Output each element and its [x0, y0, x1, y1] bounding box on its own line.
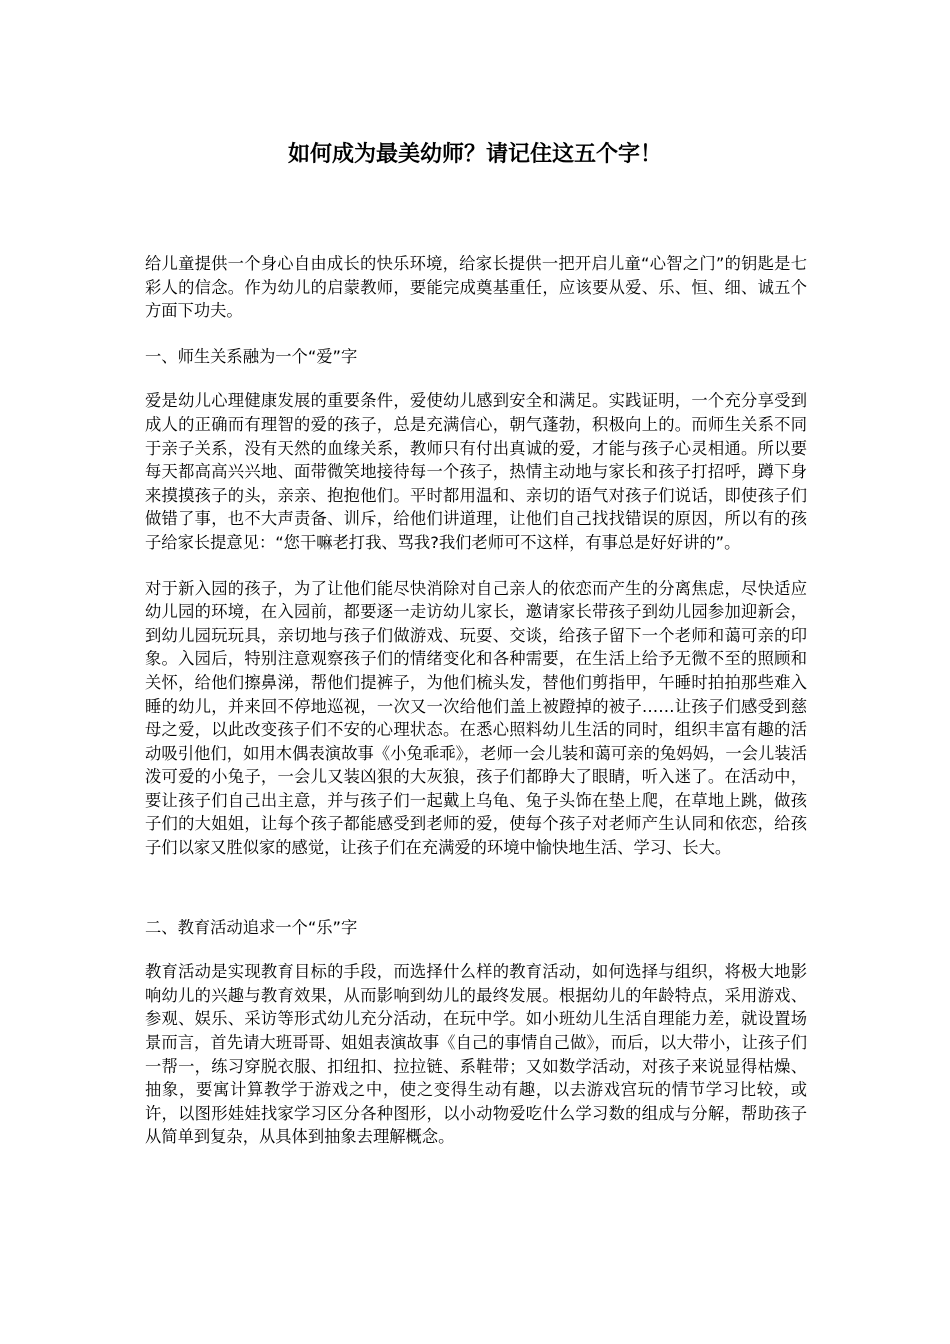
intro-paragraph: 给儿童提供一个身心自由成长的快乐环境，给家长提供一把开启儿童“心智之门”的钥匙是七彩人的信念。作为幼儿的启蒙教师，要能完成奠基重任，应该要从爱、乐、恒、细、诚五个方面下功夫。: [145, 254, 807, 321]
document-title: 如何成为最美幼师？请记住这五个字！: [287, 141, 662, 167]
section-heading-love: 一、师生关系融为一个“爱”字: [145, 346, 358, 366]
section-love-paragraph-1: 爱是幼儿心理健康发展的重要条件，爱使幼儿感到安全和满足。实践证明，一个充分享受到成人的正确而有理智的爱的孩子，总是充满信心，朝气蓬勃，积极向上的。而师生关系不同于亲子关系，没有天然的血缘关系，教师只有付出真诚的爱，才能与孩子心灵相通。所以要每天都高高兴兴地、面带微笑地接待每一个孩子，热情主动地与家长和孩子打招呼，蹲下身来摸摸孩子的头，亲亲、抱抱他们。平时都用温和、亲切的语气对孩子们说话，即使孩子们做错了事，也不大声责备、训斥，给他们讲道理，让他们自己找找错误的原因，所以有的孩子给家长提意见：“您干嘛老打我、骂我?我们老师可不这样，有事总是好好讲的”。: [145, 391, 807, 552]
section-joy-paragraph-1: 教育活动是实现教育目标的手段，而选择什么样的教育活动，如何选择与组织，将极大地影响幼儿的兴趣与教育效果，从而影响到幼儿的最终发展。根据幼儿的年龄特点，采用游戏、参观、娱乐、采访等形式幼儿充分活动，在玩中学。如小班幼儿生活自理能力差，就设置场景而言，首先请大班哥哥、姐姐表演故事《自己的事情自己做》，而后，以大带小，让孩子们一帮一，练习穿脱衣服、扣纽扣、拉拉链、系鞋带；又如数学活动，对孩子来说显得枯燥、抽象，要寓计算教学于游戏之中，使之变得生动有趣，以去游戏宫玩的情节学习比较，或许，以图形娃娃找家学习区分各种图形，以小动物爱吃什么学习数的组成与分解，帮助孩子从简单到复杂，从具体到抽象去理解概念。: [145, 962, 807, 1147]
section-love-paragraph-2: 对于新入园的孩子，为了让他们能尽快消除对自己亲人的依恋而产生的分离焦虑，尽快适应幼儿园的环境，在入园前，都要逐一走访幼儿家长，邀请家长带孩子到幼儿园参加迎新会，到幼儿园玩玩具，亲切地与孩子们做游戏、玩耍、交谈，给孩子留下一个老师和蔼可亲的印象。入园后，特别注意观察孩子们的情绪变化和各种需要，在生活上给予无微不至的照顾和关怀，给他们擦鼻涕，帮他们提裤子，为他们梳头发，替他们剪指甲，午睡时拍拍那些难入睡的幼儿，并来回不停地巡视，一次又一次给他们盖上被蹬掉的被子……让孩子们感受到慈母之爱，以此改变孩子们不安的心理状态。在悉心照料幼儿生活的同时，组织丰富有趣的活动吸引他们，如用木偶表演故事《小兔乖乖》，老师一会儿装和蔼可亲的兔妈妈，一会儿装活泼可爱的小兔子，一会儿又装凶狠的大灰狼，孩子们都睁大了眼睛，听入迷了。在活动中，要让孩子们自己出主意，并与孩子们一起戴上乌龟、兔子头饰在垫上爬，在草地上跳，做孩子们的大姐姐，让每个孩子都能感受到老师的爱，使每个孩子对老师产生认同和依恋，给孩子们以家又胜似家的感觉，让孩子们在充满爱的环境中愉快地生活、学习、长大。: [145, 578, 807, 858]
section-heading-joy: 二、教育活动追求一个“乐”字: [145, 917, 358, 937]
document-body: [145, 252, 807, 1171]
